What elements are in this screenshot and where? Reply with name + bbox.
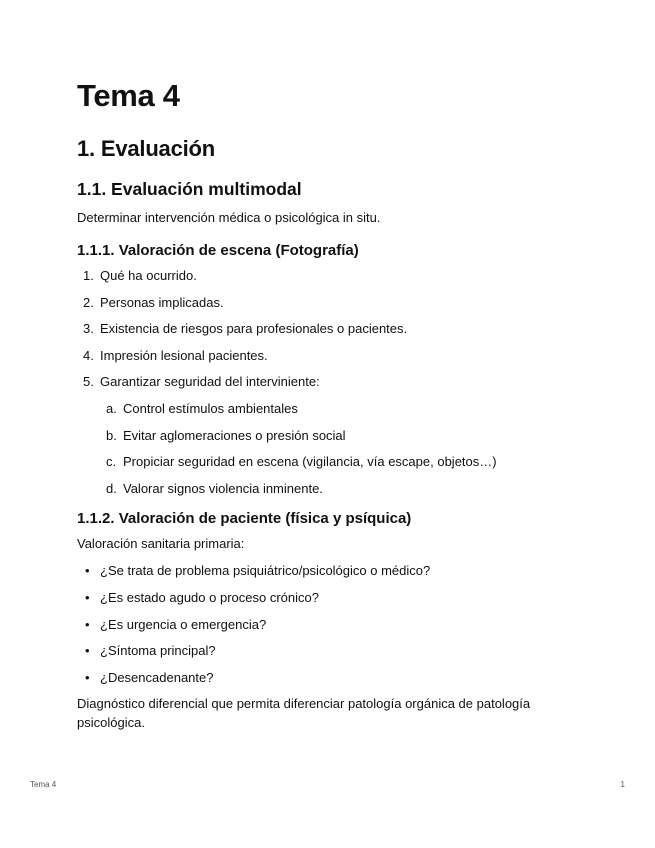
bullet-icon: • xyxy=(85,589,90,605)
list-item xyxy=(77,266,597,285)
footer-title: Tema 4 xyxy=(30,780,57,789)
nested-list-item xyxy=(77,479,597,498)
nested-list-item xyxy=(77,399,597,418)
nested-item-text: Control estímulos ambientales xyxy=(123,400,298,416)
list-letter: a. xyxy=(106,400,117,416)
list-letter: d. xyxy=(106,480,117,496)
bullet-text: ¿Es urgencia o emergencia? xyxy=(100,616,267,632)
patient-heading: 1.1.2. Valoración de paciente (física y psíquica) xyxy=(77,510,412,528)
bullet-item xyxy=(77,641,597,660)
bullet-text: ¿Síntoma principal? xyxy=(100,643,216,659)
nested-list-item xyxy=(77,426,597,445)
list-item-text: Personas implicadas. xyxy=(100,294,224,310)
bullet-icon: • xyxy=(85,616,90,632)
list-item xyxy=(77,293,597,312)
patient-bullet-list xyxy=(77,561,597,686)
list-item-text: Qué ha ocurrido. xyxy=(100,268,197,283)
bullet-item xyxy=(77,615,597,634)
list-number: 4. xyxy=(83,347,94,363)
list-item xyxy=(77,372,597,497)
bullet-text: ¿Se trata de problema psiquiátrico/psicológico o médico? xyxy=(100,563,431,579)
bullet-item xyxy=(77,588,597,607)
nested-item-text: Valorar signos violencia inminente. xyxy=(123,480,323,496)
list-letter: b. xyxy=(106,427,117,443)
list-number: 1. xyxy=(83,268,94,283)
bullet-item xyxy=(77,561,597,580)
list-item xyxy=(77,319,597,338)
nested-list-item xyxy=(77,452,597,471)
list-item-text: Existencia de riesgos para profesionales o pacientes. xyxy=(100,321,408,337)
bullet-item xyxy=(77,668,597,687)
nested-list xyxy=(77,399,597,498)
page-number: 1 xyxy=(620,780,625,789)
subsection-heading: 1.1. Evaluación multimodal xyxy=(77,179,302,199)
bullet-text: ¿Es estado agudo o proceso crónico? xyxy=(100,589,319,605)
list-item-text: Impresión lesional pacientes. xyxy=(100,347,268,363)
section-heading: 1. Evaluación xyxy=(77,136,216,161)
bullet-text: ¿Desencadenante? xyxy=(100,669,214,685)
patient-closing: Diagnóstico diferencial que permita diferenciar patología orgánica de patología psicológica. xyxy=(77,696,531,731)
bullet-icon: • xyxy=(85,563,90,579)
patient-intro: Valoración sanitaria primaria: xyxy=(77,536,245,552)
list-number: 2. xyxy=(83,294,94,310)
list-number: 5. xyxy=(83,374,94,390)
list-number: 3. xyxy=(83,321,94,337)
subsection-intro: Determinar intervención médica o psicológica in situ. xyxy=(77,210,381,225)
document-title: Tema 4 xyxy=(77,78,180,113)
scene-heading: 1.1.1. Valoración de escena (Fotografía) xyxy=(77,242,359,259)
list-item-text: Garantizar seguridad del interviniente: xyxy=(100,374,320,390)
nested-item-text: Evitar aglomeraciones o presión social xyxy=(123,427,346,443)
document-page xyxy=(77,78,597,746)
scene-list xyxy=(77,266,597,498)
nested-item-text: Propiciar seguridad en escena (vigilancia, vía escape, objetos…) xyxy=(123,454,497,470)
bullet-icon: • xyxy=(85,669,90,685)
list-item xyxy=(77,346,597,365)
list-letter: c. xyxy=(106,454,117,470)
bullet-icon: • xyxy=(85,643,90,659)
